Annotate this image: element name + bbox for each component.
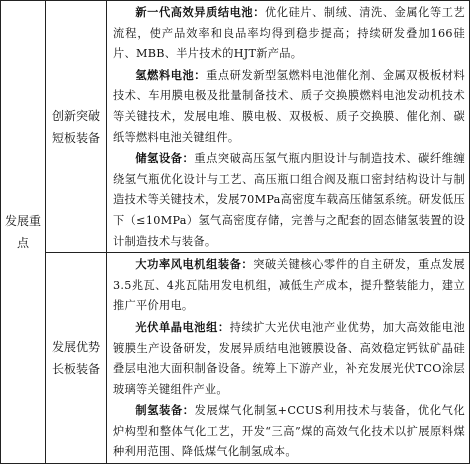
list-item: [113, 253, 465, 317]
list-item: [113, 148, 465, 252]
item-text: 重点突破高压氢气瓶内胆设计与制造技术、碳纤维缠绕氢气瓶优化设计与工艺、高压瓶口组合阀及瓶口密封结构设计与制造技术等关键技术，发展70MPa高密度车载高压储氢系统。研发低压下（≤10MPa）氢气高密度存储，完善与之配套的固态储氢装置的设计制造技术与装备。: [113, 152, 465, 248]
item-text: 突破关键核心零件的自主研发，重点发展3.5兆瓦、4兆瓦陆用发电机组，减低生产成本，提升整装能力，建立推广平价用电。: [113, 258, 465, 313]
category-cell: [1, 1, 46, 464]
list-item: [113, 317, 465, 400]
group-label-cell: [46, 1, 107, 253]
item-keyword: 制氢装备：: [135, 403, 195, 418]
table-row: [1, 1, 470, 253]
group-label-advantage: 发展优势长板装备: [51, 340, 100, 377]
item-text: 优化硅片、制绒、清洗、金属化等工艺流程，使产品效率和良品率均得到稳步提高；持续研发叠加166硅片、MBB、半片技术的HJT新产品。: [113, 6, 465, 61]
item-text: 重点研发新型氢燃料电池催化剂、金属双极板材料技术、车用膜电极及批量制备技术、质子交换膜燃料电池发动机技术等关键技术，发展电堆、膜电极、双极板、质子交换膜、催化剂、碳纸等燃料电池关键组件。: [113, 68, 465, 144]
item-keyword: 光伏单晶电池组：: [135, 319, 230, 334]
item-keyword: 大功率风电机组装备：: [135, 257, 254, 272]
group-label-innovate: 创新突破短板装备: [51, 108, 100, 145]
item-keyword: 氢燃料电池：: [135, 67, 207, 82]
item-text: 持续扩大光伏电池产业优势，加大高效能电池镀膜生产设备研发，发展异质结电池镀膜设备、高效稳定钙钛矿晶硅叠层电池大面积制备设备。统筹上下游产业，补充发展光伏TCO涂层玻璃等关键组件产业。: [113, 320, 465, 396]
item-keyword: 新一代高效异质结电池：: [135, 5, 265, 19]
item-text: 发展煤气化制氢+CCUS利用技术与装备，优化气化炉构型和整体气化工艺，开发“三高”煤的高效气化技术以扩展原料煤种利用范围、降低煤气化制氢成本。: [113, 404, 465, 459]
item-keyword: 储氢设备：: [135, 151, 195, 166]
list-item: [113, 1, 465, 65]
category-label: 发展重点: [5, 214, 42, 251]
list-item: [113, 65, 465, 148]
group-content-cell: [107, 1, 470, 253]
